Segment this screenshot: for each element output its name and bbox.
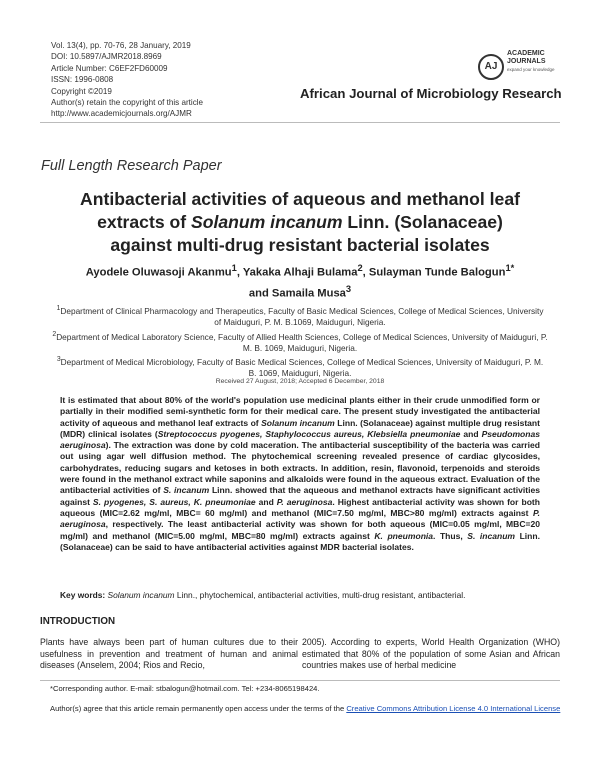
abstract-text: Linn. showed that the aqueous and methanol extracts have significant activities against (60, 485, 540, 507)
title-species: Solanum incanum (191, 212, 343, 232)
keywords (60, 590, 540, 600)
logo-name-line2: JOURNALS (507, 58, 546, 65)
abstract-text: . Thus, (433, 530, 468, 541)
abstract-text: It is estimated that about 80% of the world's population use medicinal plants either in their crude unmodified form or partially in their modified semi-synthetic form for their medical care. The present study investigated the antibacterial activity of aqueous and methanol leaf extracts of (60, 395, 540, 428)
author-name: Ayodele Oluwasoji Akanmu (85, 266, 232, 279)
affiliation-text: Department of Medical Laboratory Science, Faculty of Allied Health Sciences, College of Medical Sciences, University of Maiduguri, P. M. B. 1069, Maiduguri, Nigeria. (56, 331, 548, 353)
logo-tagline: expand your knowledge (507, 67, 555, 72)
copyright-line: Copyright ©2019 (51, 86, 112, 96)
abstract-text: and (460, 428, 482, 439)
logo-mark: AJ (478, 54, 504, 80)
affiliation (52, 329, 548, 355)
keywords-label: Key words: (60, 590, 106, 600)
author-separator: and (248, 287, 272, 300)
title-text: Linn. (Solanaceae) (342, 212, 503, 232)
author-name: Samaila Musa (271, 287, 346, 300)
issn-line: ISSN: 1996-0808 (51, 75, 114, 85)
author-affil-mark: 2 (357, 263, 363, 273)
keywords-text: Linn., phytochemical, antibacterial activities, multi-drug resistant, antibacterial. (174, 590, 466, 600)
affiliation-text: Department of Clinical Pharmacology and Therapeutics, Faculty of Basic Medical Sciences, College of Medical Sciences, University of Maiduguri, P. M. B.1069, Maiduguri, Nigeria. (60, 305, 544, 328)
title-line3: against multi-drug resistant bacterial isolates (110, 235, 490, 255)
footnote-divider (40, 680, 560, 681)
copyright-retain-line: Author(s) retain the copyright of this article (51, 98, 204, 108)
author-separator: , (362, 266, 369, 279)
abstract-text: ). The extraction was done by cold maceration. The antibacterial susceptibility of the bacteria was carried out using agar well diffusion method. The phytochemical screening revealed presence of cardiac glycosides, carbohydrates, reducing sugars and ketoses in both extracts. In addition, resin, flavonoid, terpenoids and steroids were found in the methanol extract while saponins and alkaloids were found in the aqueous extract. Evaluation of the antibacterial activities of (60, 440, 540, 496)
publisher-logo (478, 48, 558, 84)
corresponding-author: *Corresponding author. E-mail: stbalogun@hotmail.com. Tel: +234-8065198424. (50, 684, 320, 693)
abstract-text: , respectively. The least antibacterial activity was shown for both aqueous (MIC=0.05 mg/ml, MBC=20 mg/ml) and methanol (MIC=5.00 mg/ml, MBC=80 mg/ml) extracts against (60, 519, 540, 541)
abstract (60, 395, 540, 553)
abstract-text: Linn. (Solanaceae) against multiple drug resistant (MDR) clinical isolates ( (60, 417, 540, 439)
affiliation (52, 303, 548, 329)
article-metadata (51, 40, 203, 120)
header-divider (40, 122, 560, 123)
affiliations (52, 303, 548, 380)
author-name: Yakaka Alhaji Bulama (242, 266, 358, 279)
abstract-text: Linn. (Solanaceae) can be said to have antibacterial activities against MDR bacterial isolates. (60, 530, 540, 552)
authors-line2 (52, 281, 548, 302)
abstract-italic: S. pyogenes, S. aureus, K. pneumoniae (92, 496, 256, 507)
volume-line: Vol. 13(4), pp. 70-76, 28 January, 2019 (51, 41, 191, 50)
intro-column-right: 2005). According to experts, World Health Organization (WHO) estimated that 80% of the population of some Asian and African countries makes use of herbal medicine (302, 637, 560, 671)
author-affil-mark: 1 (231, 263, 237, 273)
abstract-italic: K. pneumonia (374, 530, 434, 541)
section-type: Full Length Research Paper (41, 158, 222, 174)
intro-column-left: Plants have always been part of human cultures due to their usefulness in prevention and treatment of human and animal diseases (Anselem, 2004; Rios and Recio, (40, 637, 298, 671)
license-notice (50, 703, 562, 715)
article-number-line: Article Number: C6EF2FD60009 (51, 63, 168, 73)
abstract-italic: S. incanum (467, 530, 516, 541)
affiliation-mark: 3 (56, 356, 61, 364)
affiliation-mark: 1 (56, 305, 61, 312)
abstract-italic: Solanum incanum (261, 417, 335, 428)
abstract-italic: P. aeruginosa (276, 496, 333, 507)
affiliation-mark: 2 (52, 330, 57, 338)
license-text: Author(s) agree that this article remain permanently open access under the terms of the (50, 704, 347, 713)
abstract-italic: P. aeruginosa (60, 507, 540, 530)
introduction-heading: INTRODUCTION (40, 616, 116, 627)
author-list (52, 260, 548, 301)
logo-name (507, 50, 567, 66)
title-line2 (52, 211, 548, 234)
abstract-text: . Highest antibacterial activity was shown for both aqueous (MIC=2.62 mg/ml, MBC= 60 mg/ml) and methanol (MIC=7.50 mg/ml, MBC>80 mg/ml) extracts against (60, 496, 540, 518)
author-separator: , (236, 266, 243, 279)
logo-name-line1: ACADEMIC (507, 50, 545, 57)
abstract-italic: Pseudomonas aeruginosa (60, 428, 540, 451)
title-line1: Antibacterial activities of aqueous and methanol leaf (80, 189, 520, 209)
journal-url-line: http://www.academicjournals.org/AJMR (51, 109, 192, 119)
abstract-italic: Streptococcus pyogenes, Staphylococcus aureus, Klebsiella pneumoniae (157, 428, 461, 439)
author-name: Sulayman Tunde Balogun (368, 266, 506, 279)
affiliation-text: Department of Medical Microbiology, Faculty of Basic Medical Sciences, College of Medical Sciences, University of Maiduguri, P. M. B. 1069, Maiduguri, Nigeria. (60, 356, 544, 379)
doi-line: DOI: 10.5897/AJMR2018.8969 (51, 52, 162, 62)
title-text: extracts of (97, 212, 191, 232)
author-affil-mark: 1* (505, 263, 515, 273)
keywords-italic: Solanum incanum (107, 590, 175, 600)
paper-title (52, 188, 548, 257)
journal-name: African Journal of Microbiology Research (300, 86, 562, 101)
authors-line1 (52, 260, 548, 281)
abstract-text: and (255, 496, 277, 507)
affiliation (52, 354, 548, 380)
license-link[interactable]: Creative Commons Attribution License 4.0 International License (346, 704, 561, 713)
abstract-italic: S. incanum (163, 485, 210, 496)
received-date: Received 27 August, 2018; Accepted 6 December, 2018 (215, 378, 385, 385)
author-affil-mark: 3 (345, 283, 352, 294)
